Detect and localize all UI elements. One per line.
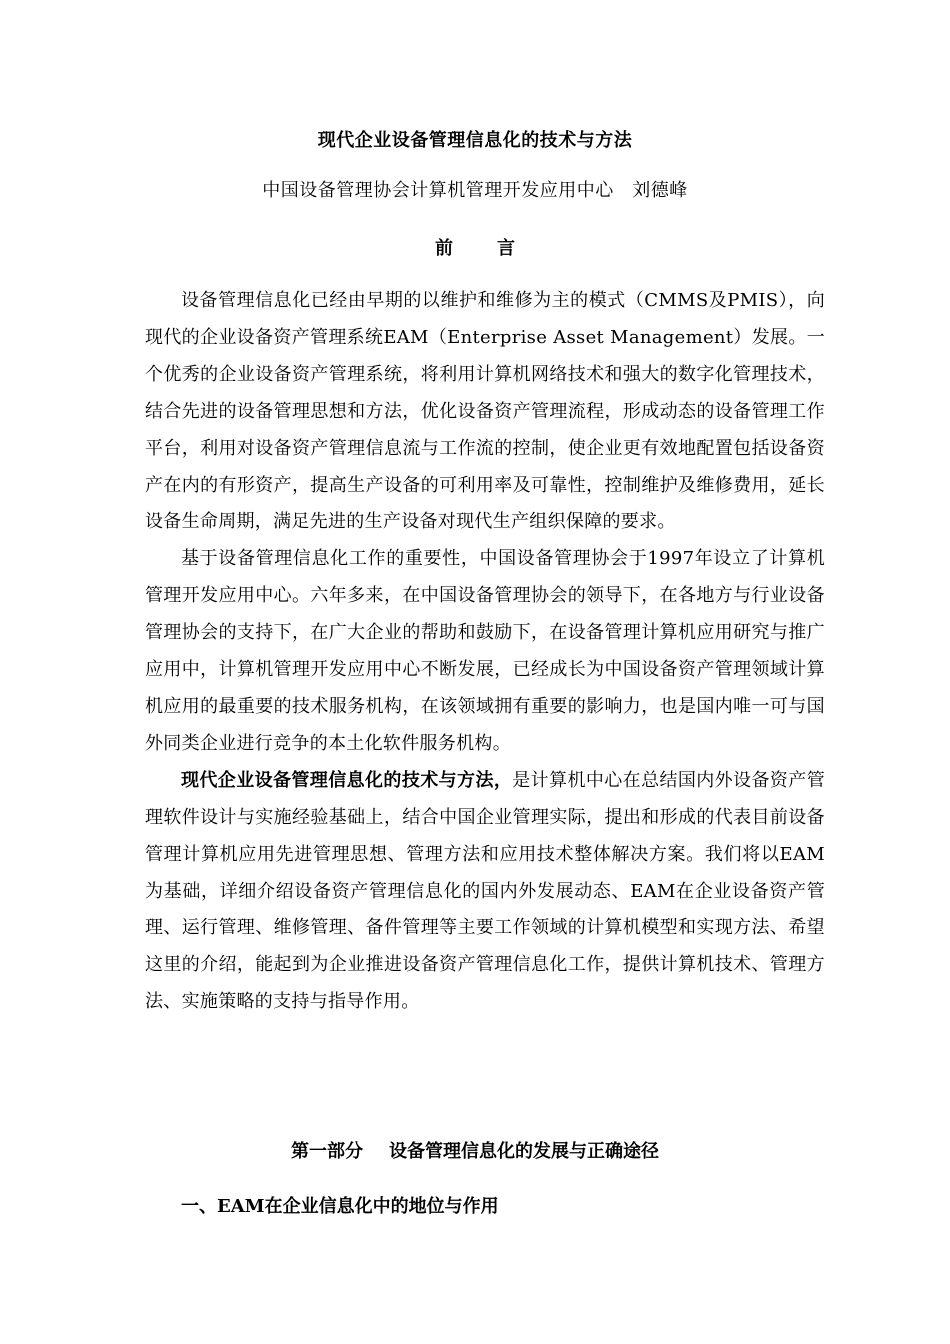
- paragraph-text: 设备管理信息化已经由早期的以维护和维修为主的模式（CMMS及PMIS），向现代的企业设备资产管理系统EAM（Enterprise Asset Management）发展。一个优秀的企业设备资产管理系统，将利用计算机网络技术和强大的数字化管理技术，结合先进的设备管理思想和方法，优化设备资产管理流程，形成动态的设备管理工作平台，利用对设备资产管理信息流与工作流的控制，使企业更有效地配置包括设备资产在内的有形资产，提高生产设备的可利用率及可靠性，控制维护及维修费用，延长设备生命周期，满足先进的生产设备对现代生产组织保障的要求。: [145, 290, 825, 533]
- preface-heading: [0, 234, 950, 260]
- part-number: 第一部分: [291, 1141, 363, 1162]
- paragraph-lead: 现代企业设备管理信息化的技术与方法，: [181, 769, 513, 791]
- section-heading: 一、EAM在企业信息化中的地位与作用: [181, 1196, 499, 1217]
- document-title: 现代企业设备管理信息化的技术与方法: [317, 130, 633, 151]
- part-title: 设备管理信息化的发展与正确途径: [389, 1141, 659, 1162]
- preface-body: [145, 283, 825, 1021]
- part-heading: [0, 1137, 950, 1163]
- paragraph-2: [145, 541, 825, 762]
- paragraph-1: [145, 283, 825, 541]
- author-line: 中国设备管理协会计算机管理开发应用中心 刘德峰: [262, 180, 688, 201]
- paragraph-text: 基于设备管理信息化工作的重要性，中国设备管理协会于1997年设立了计算机管理开发应用中心。六年多来，在中国设备管理协会的领导下，在各地方与行业设备管理协会的支持下，在广大企业的帮助和鼓励下，在设备管理计算机应用研究与推广应用中，计算机管理开发应用中心不断发展，已经成长为中国设备资产管理领域计算机应用的最重要的技术服务机构，在该领域拥有重要的影响力，也是国内唯一可与国外同类企业进行竞争的本土化软件服务机构。: [145, 548, 825, 754]
- paragraph-3: [145, 763, 825, 1021]
- preface-heading-right: 言: [497, 238, 515, 259]
- paragraph-text: 是计算机中心在总结国内外设备资产管理软件设计与实施经验基础上，结合中国企业管理实际，提出和形成的代表目前设备管理计算机应用先进管理思想、管理方法和应用技术整体解决方案。我们将以EAM为基础，详细介绍设备资产管理信息化的国内外发展动态、EAM在企业设备资产管理、运行管理、维修管理、备件管理等主要工作领域的计算机模型和实现方法、希望这里的介绍，能起到为企业推进设备资产管理信息化工作，提供计算机技术、管理方法、实施策略的支持与指导作用。: [145, 769, 825, 1013]
- preface-heading-left: 前: [435, 238, 453, 259]
